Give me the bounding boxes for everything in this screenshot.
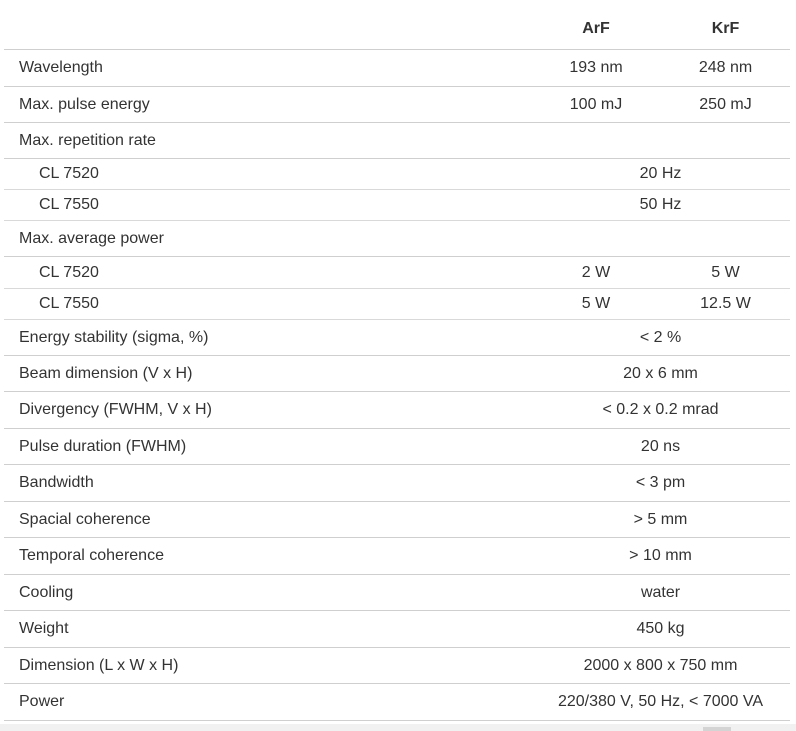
row-value-shared: > 10 mm — [531, 538, 790, 575]
row-label: Dimension (L x W x H) — [4, 648, 531, 684]
row-value-arf — [531, 221, 661, 257]
row-value-krf: 5 W — [661, 257, 790, 289]
table-row — [4, 356, 790, 392]
table-row — [4, 575, 790, 611]
row-value-arf: 100 mJ — [531, 87, 661, 123]
table-row — [4, 123, 790, 159]
row-value-krf: 12.5 W — [661, 289, 790, 320]
table-row — [4, 611, 790, 648]
table-row — [4, 289, 790, 320]
row-value-shared: 2000 x 800 x 750 mm — [531, 648, 790, 684]
row-label: Max. pulse energy — [4, 87, 531, 123]
header-label-column — [4, 8, 531, 50]
row-value-shared: < 2 % — [531, 320, 790, 356]
table-row — [4, 648, 790, 684]
row-label: Max. repetition rate — [4, 123, 531, 159]
table-row — [4, 190, 790, 221]
row-value-shared: 20 Hz — [531, 159, 790, 190]
table-row — [4, 502, 790, 538]
row-value-shared: > 5 mm — [531, 502, 790, 538]
row-value-krf: 250 mJ — [661, 87, 790, 123]
row-label: Spacial coherence — [4, 502, 531, 538]
horizontal-scrollbar-thumb[interactable] — [703, 727, 731, 731]
row-value-shared: 20 x 6 mm — [531, 356, 790, 392]
row-value-arf: 5 W — [531, 289, 661, 320]
row-value-arf: 193 nm — [531, 50, 661, 87]
row-label: Divergency (FWHM, V x H) — [4, 392, 531, 429]
header-arf-column: ArF — [531, 8, 661, 50]
row-value-krf — [661, 123, 790, 159]
row-label: Wavelength — [4, 50, 531, 87]
row-value-shared: 220/380 V, 50 Hz, < 7000 VA — [531, 684, 790, 721]
table-body — [4, 50, 790, 721]
row-label: Temporal coherence — [4, 538, 531, 575]
table-row — [4, 257, 790, 289]
row-value-shared: < 3 pm — [531, 465, 790, 502]
row-label: Cooling — [4, 575, 531, 611]
row-value-shared: 20 ns — [531, 429, 790, 465]
table-row — [4, 392, 790, 429]
table-row — [4, 50, 790, 87]
row-value-shared: < 0.2 x 0.2 mrad — [531, 392, 790, 429]
row-label: CL 7550 — [4, 190, 531, 221]
row-value-arf: 2 W — [531, 257, 661, 289]
row-label: Max. average power — [4, 221, 531, 257]
row-value-arf — [531, 123, 661, 159]
table-row — [4, 320, 790, 356]
row-label: Power — [4, 684, 531, 721]
table-row — [4, 429, 790, 465]
horizontal-scrollbar-track[interactable] — [0, 724, 796, 731]
table-row — [4, 87, 790, 123]
row-label: Energy stability (sigma, %) — [4, 320, 531, 356]
row-value-shared: water — [531, 575, 790, 611]
row-value-shared: 50 Hz — [531, 190, 790, 221]
row-value-shared: 450 kg — [531, 611, 790, 648]
row-label: Weight — [4, 611, 531, 648]
table-header-row — [4, 8, 790, 50]
row-value-krf: 248 nm — [661, 50, 790, 87]
row-label: Beam dimension (V x H) — [4, 356, 531, 392]
row-label: CL 7520 — [4, 159, 531, 190]
specifications-table — [4, 8, 790, 721]
table-row — [4, 221, 790, 257]
row-label: Bandwidth — [4, 465, 531, 502]
row-label: Pulse duration (FWHM) — [4, 429, 531, 465]
table-row — [4, 538, 790, 575]
row-label: CL 7520 — [4, 257, 531, 289]
table-row — [4, 684, 790, 721]
header-krf-column: KrF — [661, 8, 790, 50]
table-row — [4, 465, 790, 502]
row-label: CL 7550 — [4, 289, 531, 320]
row-value-krf — [661, 221, 790, 257]
table-row — [4, 159, 790, 190]
